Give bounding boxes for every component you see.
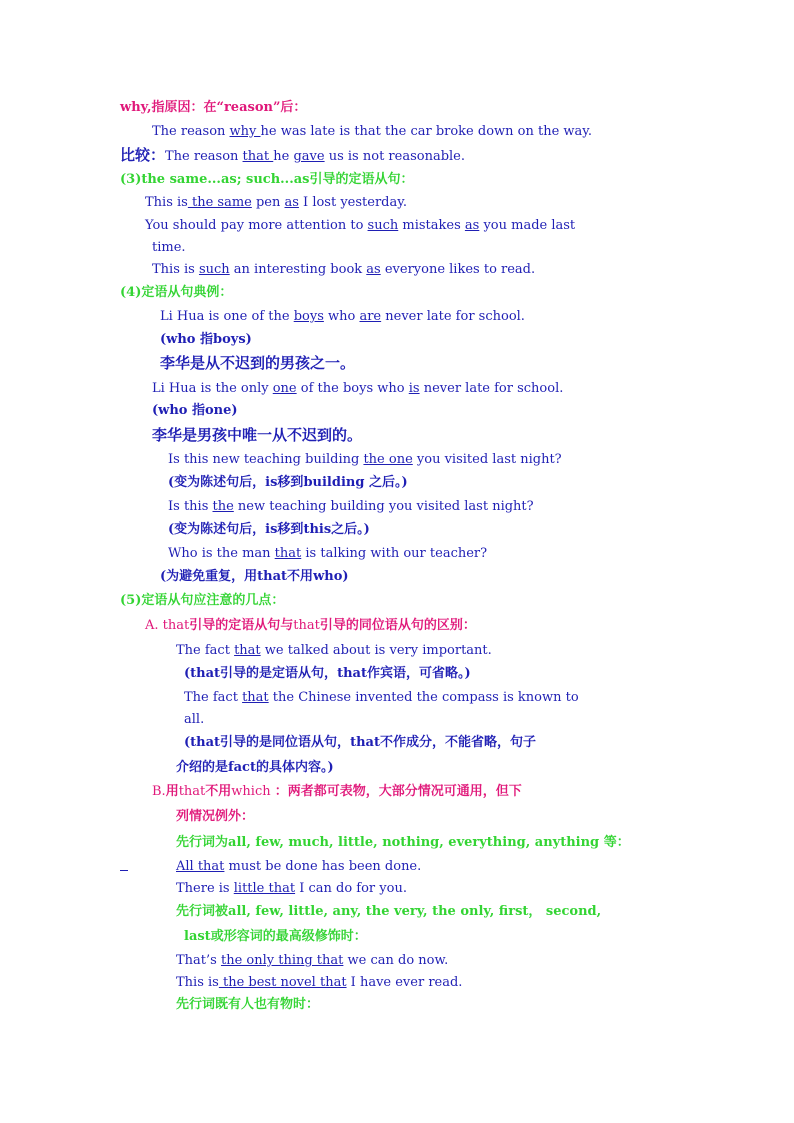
underlined-word: that	[234, 643, 261, 658]
text-run: This is	[145, 195, 188, 210]
text-run: 介绍的是	[176, 760, 229, 775]
underlined-word: is	[408, 381, 420, 396]
section-heading	[176, 996, 319, 1014]
text-run: of the boys who	[296, 381, 409, 396]
text-run: I lost yesterday.	[298, 195, 407, 210]
text-run: pen	[251, 195, 285, 210]
subsection-heading	[145, 617, 476, 635]
text-line	[184, 689, 579, 707]
text-run: 指	[192, 403, 206, 418]
text-run: an interesting book	[229, 262, 367, 277]
text-line	[176, 759, 334, 777]
text-run: The fact	[176, 643, 235, 658]
text-run: that	[293, 618, 320, 633]
text-run: 定语从句应注意的几点：	[141, 593, 285, 608]
underlined-word: one	[272, 381, 297, 396]
text-run: 作宾语，可省略。)	[366, 666, 471, 681]
text-run: boys)	[213, 332, 252, 347]
text-run: building	[303, 475, 369, 490]
text-run: There is	[176, 881, 234, 896]
text-line	[152, 239, 186, 257]
text-run: 引导的定语从句：	[309, 172, 414, 187]
text-run: 之后。)	[368, 475, 408, 490]
text-run: who)	[313, 569, 349, 584]
text-run: You should pay more attention to	[145, 218, 368, 233]
text-run: 比较：	[120, 146, 166, 164]
text-run: you made last	[479, 218, 576, 233]
underlined-word: the best novel that	[218, 975, 347, 990]
text-line	[145, 194, 407, 212]
text-line	[176, 858, 421, 876]
underlined-word: that	[242, 149, 274, 164]
text-run: A. that	[145, 618, 190, 633]
text-run: I can do for you.	[295, 881, 407, 896]
section-heading	[120, 171, 414, 189]
text-run: we talked about is very important.	[260, 643, 492, 658]
text-run: (5)	[120, 593, 142, 608]
text-run: 指	[200, 332, 214, 347]
text-run: ：两者都可表物，大部分情况可通用，但下	[274, 784, 522, 799]
text-run: never late for school.	[419, 381, 564, 396]
section-heading	[184, 928, 367, 946]
text-line	[176, 952, 448, 970]
text-line	[160, 331, 252, 349]
text-run: all, few, much, little, nothing, everything, anything	[228, 835, 604, 850]
text-run: This is	[152, 262, 199, 277]
subsection-heading	[176, 808, 254, 826]
text-run: last	[184, 929, 211, 944]
text-run: (为避免重复，用	[160, 569, 258, 584]
text-run: 移到	[277, 522, 304, 537]
underlined-word: as	[464, 218, 480, 233]
text-run: that	[178, 784, 206, 799]
text-run: that	[257, 569, 288, 584]
text-line	[176, 974, 462, 992]
text-line	[184, 665, 471, 683]
underlined-word: such	[198, 262, 230, 277]
text-run: is	[265, 522, 278, 537]
subsection-heading	[152, 783, 522, 801]
text-run: (who	[152, 403, 192, 418]
text-line	[168, 451, 562, 469]
underlined-word: boys	[293, 309, 324, 324]
section-heading	[176, 834, 630, 852]
underlined-word: as	[284, 195, 299, 210]
text-run: new teaching building you visited last night?	[233, 499, 534, 514]
underlined-word: are	[359, 309, 382, 324]
text-run: 引导的是同位语从句，	[220, 735, 351, 750]
text-run: 等：	[603, 835, 630, 850]
text-run: 用	[165, 784, 179, 799]
text-run: that	[350, 735, 380, 750]
text-run: one)	[205, 403, 238, 418]
underlined-word: that	[274, 546, 302, 561]
underlined-word: why	[229, 124, 261, 139]
text-run: 先行词为	[176, 835, 229, 850]
text-line	[184, 711, 204, 729]
text-run: (变为陈述句后，	[168, 475, 266, 490]
underlined-word: the only thing that	[220, 953, 344, 968]
text-line	[145, 217, 575, 235]
text-run: (4)	[120, 285, 142, 300]
text-run: he	[273, 149, 294, 164]
underlined-word: that	[242, 690, 269, 705]
text-run: Is this	[168, 499, 213, 514]
text-run: (that	[184, 735, 221, 750]
underlined-word: little that	[233, 881, 296, 896]
text-run: 先行词被	[176, 904, 229, 919]
underlined-word: the one	[363, 452, 413, 467]
text-run: he was late is that the car broke down on the way.	[260, 124, 593, 139]
text-run: everyone likes to read.	[380, 262, 536, 277]
text-run: 不作成分，不能省略，句子	[379, 735, 536, 750]
text-run: all.	[184, 712, 205, 727]
underlined-word: as	[366, 262, 381, 277]
section-heading	[176, 903, 601, 921]
text-run: The fact	[184, 690, 243, 705]
text-run: mistakes	[398, 218, 465, 233]
text-line	[184, 734, 536, 752]
text-run: 不用	[205, 784, 232, 799]
text-line	[176, 642, 492, 660]
text-line	[152, 380, 563, 398]
text-run: Li Hua is one of the	[160, 309, 294, 324]
text-run: never late for school.	[381, 309, 525, 324]
underlined-word: such	[367, 218, 399, 233]
text-run: the Chinese invented the compass is known to	[268, 690, 579, 705]
text-line	[168, 498, 534, 516]
text-line	[152, 261, 535, 279]
underlined-word: gave	[293, 149, 325, 164]
text-run: why,	[120, 100, 152, 115]
text-run: that	[337, 666, 367, 681]
text-run: must be done has been done.	[224, 859, 422, 874]
text-run: The reason	[152, 124, 230, 139]
text-run: 或形容词的最高级修饰时：	[210, 929, 367, 944]
text-run: (3)the same...as; such...as	[120, 172, 310, 187]
text-line	[168, 521, 370, 539]
text-run: is talking with our teacher?	[301, 546, 488, 561]
text-run: 引导的是定语从句，	[220, 666, 338, 681]
text-run: time.	[152, 240, 186, 255]
section-heading	[120, 592, 284, 610]
text-run: I have ever read.	[346, 975, 463, 990]
text-line	[160, 568, 349, 586]
text-run: 先行词既有人也有物时：	[176, 997, 320, 1012]
text-line	[120, 146, 465, 166]
text-run: 引导的同位语从句的区别：	[319, 618, 476, 633]
text-line	[152, 426, 362, 444]
text-line	[168, 545, 487, 563]
text-run: is	[265, 475, 278, 490]
text-run: 定语从句典例：	[141, 285, 233, 300]
underlined-word: the	[212, 499, 234, 514]
text-run: 李华是从不迟到的男孩之一。	[160, 354, 356, 372]
text-line	[120, 99, 306, 117]
text-run: 列情况例外：	[176, 809, 255, 824]
text-run: 李华是男孩中唯一从不迟到的。	[152, 426, 363, 444]
text-run: who	[323, 309, 360, 324]
text-run: 不用	[287, 569, 314, 584]
text-run: Who is the man	[168, 546, 275, 561]
text-run: 引导的定语从句与	[189, 618, 294, 633]
text-run: (变为陈述句后，	[168, 522, 266, 537]
text-run: Is this new teaching building	[168, 452, 364, 467]
text-run: you visited last night?	[412, 452, 562, 467]
text-run: which	[231, 784, 275, 799]
text-run: Li Hua is the only	[152, 381, 273, 396]
text-run: 的具体内容。)	[255, 760, 334, 775]
text-run: this	[303, 522, 332, 537]
text-run: B.	[152, 784, 166, 799]
text-run: The reason	[165, 149, 243, 164]
text-line	[176, 880, 407, 898]
text-run: all, few, little, any, the very, the only, first， second,	[228, 904, 602, 919]
text-line	[160, 308, 525, 326]
text-run: 之后。)	[331, 522, 370, 537]
text-run: (who	[160, 332, 200, 347]
text-run: fact	[228, 760, 256, 775]
text-run: This is	[176, 975, 219, 990]
text-line	[168, 474, 408, 492]
margin-mark	[120, 870, 128, 871]
text-run: (that	[184, 666, 221, 681]
underlined-word: All that	[176, 859, 225, 874]
text-run: That’s	[176, 953, 221, 968]
text-line	[160, 354, 355, 372]
text-run: 移到	[277, 475, 304, 490]
underlined-word: the same	[187, 195, 252, 210]
text-line	[152, 402, 238, 420]
section-heading	[120, 284, 232, 302]
text-line	[152, 123, 592, 141]
text-run: we can do now.	[343, 953, 449, 968]
text-run: us is not reasonable.	[324, 149, 466, 164]
text-run: 指原因：在“reason”后：	[151, 100, 307, 115]
